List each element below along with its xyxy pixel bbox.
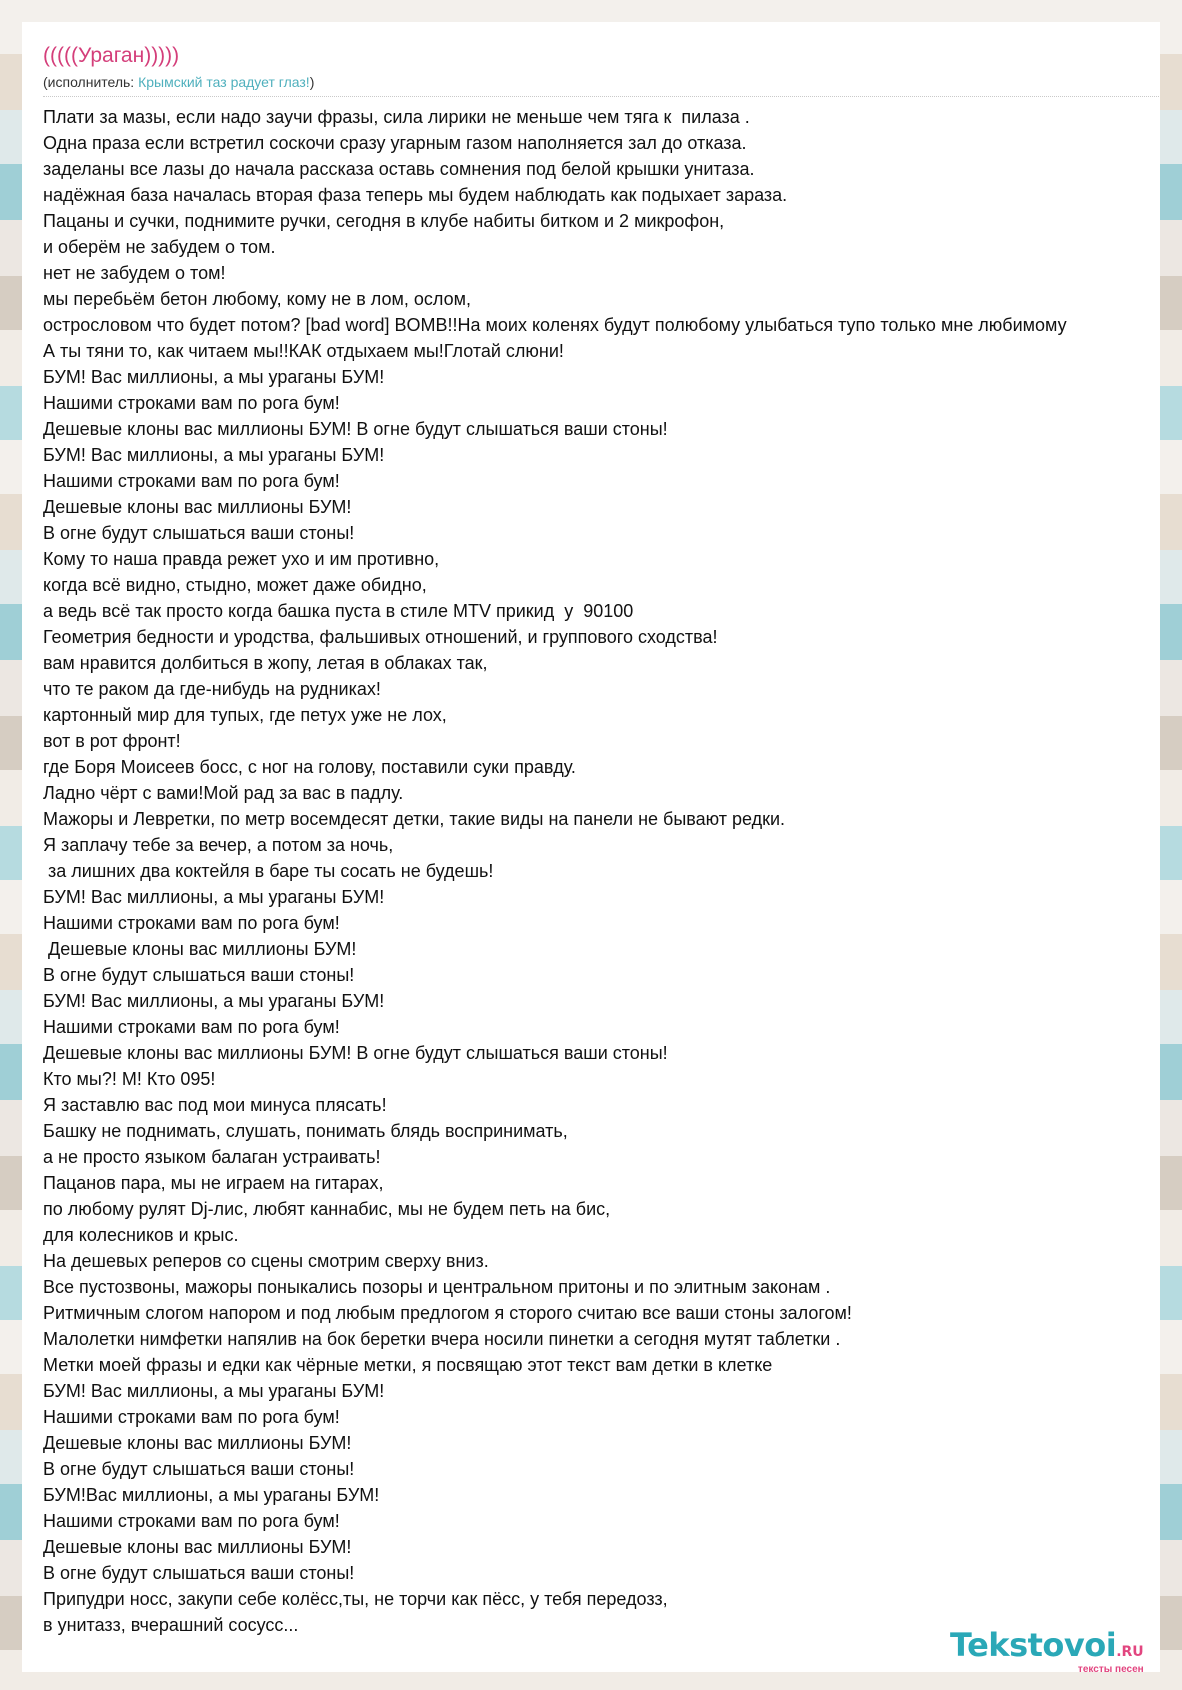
lyric-line: Кто мы?! М! Кто 095! [43,1069,216,1089]
lyric-line: а не просто языком балаган устраивать! [43,1147,381,1167]
lyric-line: картонный мир для тупых, где петух уже не лох, [43,705,447,725]
byline-suffix: ) [309,74,315,90]
lyric-line: и оберём не забудем о том. [43,237,276,257]
divider [43,96,1160,97]
lyric-line: острословом что будет потом? [bad word] BOMB!!На моих коленях будут полюбому улыбаться тупо только мне любимому [43,315,1067,335]
lyric-line: Башку не поднимать, слушать, понимать блядь воспринимать, [43,1121,568,1141]
lyric-line: Дешевые клоны вас миллионы БУМ! [43,1433,352,1453]
artist-byline [43,74,314,90]
artist-link[interactable]: Крымский таз радует глаз! [138,74,310,90]
logo-name: Tekstovoi [950,1626,1117,1664]
lyrics-sheet [22,22,1160,1672]
lyric-line: Дешевые клоны вас миллионы БУМ! [43,939,357,959]
lyric-line: Нашими строками вам по рога бум! [43,913,340,933]
lyric-line: Одна праза если встретил соскочи сразу угарным газом наполняется зал до отказа. [43,133,747,153]
lyric-line: На дешевых реперов со сцены смотрим сверху вниз. [43,1251,489,1271]
lyric-line: за лишних два коктейля в баре ты сосать не будешь! [43,861,494,881]
lyrics-body [43,104,1160,1638]
lyric-line: Ладно чёрт с вами!Мой рад за вас в падлу. [43,783,404,803]
lyric-line: БУМ! Вас миллионы, а мы ураганы БУМ! [43,1381,385,1401]
lyric-line: надёжная база началась вторая фаза теперь мы будем наблюдать как подыхает зараза. [43,185,788,205]
lyric-line: вот в рот фронт! [43,731,181,751]
lyric-line: что те раком да где-нибудь на рудниках! [43,679,381,699]
lyric-line: по любому рулят Dj-лис, любят каннабис, мы не будем петь на бис, [43,1199,611,1219]
lyric-line: Пацаны и сучки, поднимите ручки, сегодня в клубе набиты битком и 2 микрофон, [43,211,725,231]
lyric-line: а ведь всё так просто когда башка пуста в стиле MTV прикид у 90100 [43,601,634,621]
lyric-line: БУМ! Вас миллионы, а мы ураганы БУМ! [43,445,385,465]
lyric-line: Нашими строками вам по рога бум! [43,1017,340,1037]
lyric-line: Ритмичным слогом напором и под любым предлогом я сторого считаю все ваши стоны залогом! [43,1303,852,1323]
lyric-line: Кому то наша правда режет ухо и им противно, [43,549,440,569]
lyric-line: мы перебьём бетон любому, кому не в лом, ослом, [43,289,471,309]
lyric-line: Все пустозвоны, мажоры поныкались позоры и центральном притоны и по элитным законам . [43,1277,831,1297]
lyric-line: БУМ! Вас миллионы, а мы ураганы БУМ! [43,991,385,1011]
lyric-line: вам нравится долбиться в жопу, летая в облаках так, [43,653,488,673]
lyric-line: БУМ! Вас миллионы, а мы ураганы БУМ! [43,367,385,387]
lyric-line: В огне будут слышаться ваши стоны! [43,1563,355,1583]
lyric-line: Я заплачу тебе за вечер, а потом за ночь, [43,835,394,855]
lyric-line: А ты тяни то, как читаем мы!!КАК отдыхаем мы!Глотай слюни! [43,341,564,361]
site-logo[interactable] [950,1626,1144,1672]
lyric-line: Пацанов пара, мы не играем на гитарах, [43,1173,384,1193]
song-title: (((((Ураган))))) [43,44,180,67]
lyric-line: где Боря Моисеев босс, с ног на голову, поставили суки правду. [43,757,576,777]
lyric-line: Дешевые клоны вас миллионы БУМ! В огне будут слышаться ваши стоны! [43,1043,668,1063]
lyric-line: БУМ! Вас миллионы, а мы ураганы БУМ! [43,887,385,907]
lyric-line: Малолетки нимфетки напялив на бок беретки вчера носили пинетки а сегодня мутят таблетки . [43,1329,841,1349]
lyric-line: для колесников и крыс. [43,1225,239,1245]
lyric-line: В огне будут слышаться ваши стоны! [43,1459,355,1479]
lyric-line: в унитазз, вчерашний сосусс... [43,1615,299,1635]
lyric-line: Плати за мазы, если надо заучи фразы, сила лирики не меньше чем тяга к пилаза . [43,107,750,127]
lyric-line: Нашими строками вам по рога бум! [43,471,340,491]
logo-tld: .RU [1116,1644,1144,1660]
lyric-line: нет не забудем о том! [43,263,226,283]
lyric-line: Нашими строками вам по рога бум! [43,1511,340,1531]
logo-tagline: тексты песен [1077,1664,1144,1672]
byline-prefix: (исполнитель: [43,74,139,90]
lyric-line: Дешевые клоны вас миллионы БУМ! [43,1537,352,1557]
lyric-line: Я заставлю вас под мои минуса плясать! [43,1095,387,1115]
lyric-line: заделаны все лазы до начала рассказа оставь сомнения под белой крышки унитаза. [43,159,755,179]
lyric-line: БУМ!Вас миллионы, а мы ураганы БУМ! [43,1485,380,1505]
lyric-line: Дешевые клоны вас миллионы БУМ! В огне будут слышаться ваши стоны! [43,419,668,439]
lyric-line: Геометрия бедности и уродства, фальшивых отношений, и группового сходства! [43,627,718,647]
lyric-line: В огне будут слышаться ваши стоны! [43,965,355,985]
lyric-line: Нашими строками вам по рога бум! [43,393,340,413]
lyric-line: когда всё видно, стыдно, может даже обидно, [43,575,427,595]
lyric-line: В огне будут слышаться ваши стоны! [43,523,355,543]
lyric-line: Мажоры и Левретки, по метр восемдесят детки, такие виды на панели не бывают редки. [43,809,786,829]
lyric-line: Припудри носс, закупи себе колёсс,ты, не торчи как пёсс, у тебя передозз, [43,1589,668,1609]
lyric-line: Метки моей фразы и едки как чёрные метки, я посвящаю этот текст вам детки в клетке [43,1355,773,1375]
lyric-line: Нашими строками вам по рога бум! [43,1407,340,1427]
lyric-line: Дешевые клоны вас миллионы БУМ! [43,497,352,517]
